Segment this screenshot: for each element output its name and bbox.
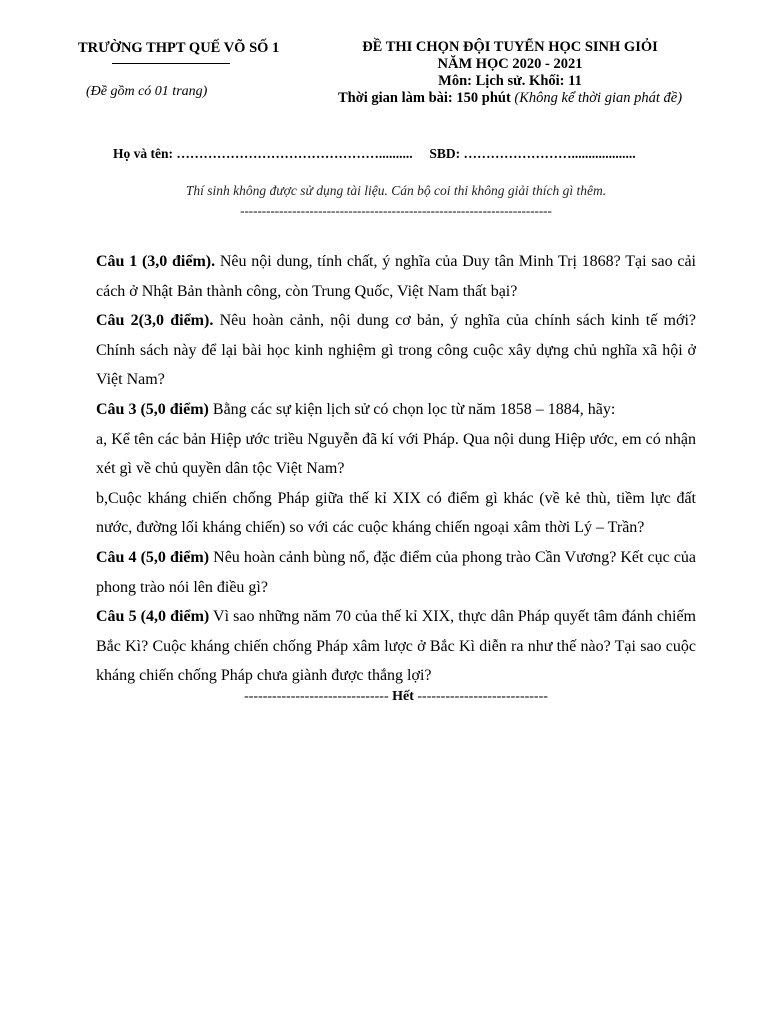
time-note: (Không kể thời gian phát đề) bbox=[514, 90, 683, 106]
question-text: Nêu nội dung, tính chất, ý nghĩa của Duy tân Minh Trị 1868? Tại sao cải cách ở Nhật Bản thành công, còn Trung Quốc, Việt Nam thất bại? bbox=[96, 253, 697, 300]
time-label: Thời gian làm bài: 150 phút bbox=[337, 90, 511, 106]
sbd-label: SBD: bbox=[429, 146, 461, 161]
end-label: Hết bbox=[392, 689, 414, 704]
sbd-blank: ……………………................... bbox=[463, 146, 636, 161]
rules-note: Thí sinh không được sử dụng tài liệu. Cán bộ coi thi không giải thích gì thêm. bbox=[185, 183, 607, 198]
question-text: Bằng các sự kiện lịch sử có chọn lọc từ năm 1858 – 1884, hãy: bbox=[208, 400, 616, 418]
time-line bbox=[322, 90, 698, 107]
separator-line: ------------------------------------------------------------------------ bbox=[240, 203, 552, 218]
exam-title: ĐỀ THI CHỌN ĐỘI TUYỂN HỌC SINH GIỎI bbox=[362, 39, 658, 55]
end-dashes-left: ------------------------------- bbox=[244, 689, 389, 704]
subject-line: Môn: Lịch sử. Khối: 11 bbox=[438, 73, 582, 89]
question-1 bbox=[96, 247, 696, 306]
question-4 bbox=[96, 543, 696, 602]
question-3-part-a: a, Kể tên các bản Hiệp ước triều Nguyễn đã kí với Pháp. Qua nội dung Hiệp ước, em có nhận xét gì về chủ quyền dân tộc Việt Nam? bbox=[96, 430, 696, 478]
question-3-part-b: b,Cuộc kháng chiến chống Pháp giữa thế kỉ XIX có điểm gì khác (về kẻ thù, tiềm lực đất nước, đường lối kháng chiến) so với các cuộc kháng chiến ngoại xâm thời Lý – Trần? bbox=[96, 489, 696, 537]
question-label: Câu 1 (3,0 điểm). bbox=[96, 253, 216, 270]
question-text: Nêu hoàn cảnh bùng nổ, đặc điểm của phong trào Cần Vương? Kết cục của phong trào nói lên điều gì? bbox=[96, 548, 697, 596]
questions-section bbox=[96, 247, 696, 691]
question-text: Vì sao những năm 70 của thế kỉ XIX, thực dân Pháp quyết tâm đánh chiếm Bắc Kì? Cuộc kháng chiến chống Pháp xâm lược ở Bắc Kì diễn ra như thế nào? Tại sao cuộc kháng chiến chống Pháp chưa giành được thắng lợi? bbox=[96, 608, 696, 685]
name-blank: ……………………………………….......... bbox=[176, 146, 413, 161]
question-label: Câu 4 (5,0 điểm) bbox=[96, 548, 210, 566]
exam-heading bbox=[322, 39, 698, 107]
question-label: Câu 2(3,0 điểm). bbox=[96, 312, 214, 330]
pages-note: (Đề gồm có 01 trang) bbox=[86, 84, 208, 99]
question-3 bbox=[96, 395, 696, 425]
question-2 bbox=[96, 306, 696, 395]
end-marker bbox=[0, 689, 768, 705]
name-label: Họ và tên: bbox=[113, 146, 173, 161]
school-underline bbox=[112, 63, 230, 64]
question-text: Nêu hoàn cảnh, nội dung cơ bản, ý nghĩa của chính sách kinh tế mới? Chính sách này để lại bài học kinh nghiệm gì trong công cuộc xây dựng chủ nghĩa xã hội ở Việt Nam? bbox=[96, 312, 696, 389]
school-name: TRƯỜNG THPT QUẾ VÕ SỐ 1 bbox=[78, 40, 280, 56]
question-label: Câu 3 (5,0 điểm) bbox=[96, 400, 209, 418]
school-year: NĂM HỌC 2020 - 2021 bbox=[437, 56, 583, 72]
candidate-info bbox=[113, 146, 636, 162]
question-label: Câu 5 (4,0 điểm) bbox=[96, 608, 210, 626]
end-dashes-right: ---------------------------- bbox=[417, 689, 548, 704]
question-5 bbox=[96, 602, 696, 691]
